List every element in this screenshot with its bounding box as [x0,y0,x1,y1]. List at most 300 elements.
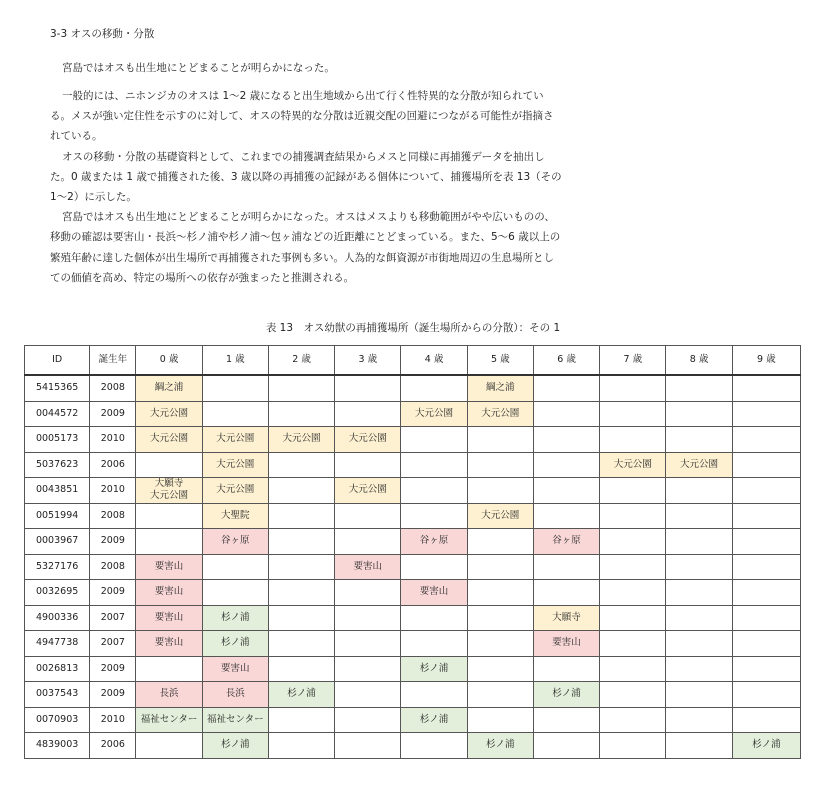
cell-location-age-1 [202,656,268,682]
cell-location-age-0 [136,733,202,759]
cell-location-age-5 [467,656,533,682]
location-label: 杉ノ浦 [552,688,581,700]
location-label: 要害山 [552,637,581,649]
location-label [166,459,172,470]
location-label [696,484,702,495]
location-label [497,459,503,470]
cell-location-age-3 [335,452,401,478]
cell-location-age-8 [666,580,732,606]
location-label: 要害山 [154,637,184,649]
location-label [431,510,437,521]
location-label: 杉ノ浦 [752,739,781,751]
location-label [166,663,172,674]
table-row [25,529,801,555]
location-label: 福祉センター [206,713,264,725]
location-label: 杉ノ浦 [221,611,250,623]
location-label: 谷ヶ原 [552,535,581,547]
location-label [365,535,371,546]
location-label [232,561,238,572]
cell-location-age-6 [533,707,599,733]
cell-location-age-7 [600,656,666,682]
location-label [431,433,437,444]
cell-location-age-2 [268,554,334,580]
cell-location-age-2 [268,631,334,657]
table-row [25,733,801,759]
location-label [365,688,371,699]
location-label [763,382,769,393]
cell-location-age-8 [666,631,732,657]
cell-location-age-8 [666,478,732,504]
table-row [25,605,801,631]
location-label [365,739,371,750]
cell-location-age-4 [401,580,467,606]
location-label [564,586,570,597]
cell-location-age-7 [600,707,666,733]
cell-location-age-7 [600,478,666,504]
location-label [299,408,305,419]
cell-location-age-0 [136,401,202,427]
cell-id: 4947738 [25,631,90,657]
cell-location-age-8 [666,452,732,478]
cell-location-age-6 [533,401,599,427]
cell-location-age-3 [335,682,401,708]
cell-id: 5327176 [25,554,90,580]
cell-birth-year: 2006 [90,733,136,759]
location-label [299,561,305,572]
section-heading: 3-3 オスの移動・分散 [50,28,155,40]
cell-location-age-5 [467,427,533,453]
header-age-1: 1 歳 [202,346,268,376]
cell-location-age-8 [666,554,732,580]
cell-location-age-8 [666,656,732,682]
table-row [25,656,801,682]
cell-id: 0003967 [25,529,90,555]
location-label [630,739,636,750]
cell-location-age-6 [533,580,599,606]
cell-location-age-5 [467,605,533,631]
location-label [365,612,371,623]
location-label [763,510,769,521]
location-label: 谷ヶ原 [221,535,250,547]
location-label: 大願寺 [552,611,581,623]
location-label [630,510,636,521]
cell-location-age-4 [401,529,467,555]
table-row [25,375,801,401]
table-row [25,554,801,580]
location-label: 大元公園 [216,484,255,496]
location-label [365,586,371,597]
cell-location-age-9 [732,631,800,657]
header-age-2: 2 歳 [268,346,334,376]
cell-location-age-5 [467,375,533,401]
cell-location-age-7 [600,375,666,401]
cell-location-age-8 [666,682,732,708]
cell-location-age-6 [533,427,599,453]
table-row [25,478,801,504]
location-label [564,433,570,444]
cell-location-age-1 [202,707,268,733]
location-label [696,382,702,393]
cell-location-age-0 [136,580,202,606]
cell-location-age-5 [467,503,533,529]
cell-location-age-8 [666,707,732,733]
location-label [299,586,305,597]
location-label: 長浜 [159,688,179,700]
location-label [763,586,769,597]
location-label: 杉ノ浦 [221,637,250,649]
location-label: 大元公園 [150,407,189,419]
cell-location-age-0 [136,707,202,733]
location-label [696,561,702,572]
cell-location-age-3 [335,503,401,529]
location-label [763,688,769,699]
cell-location-age-4 [401,478,467,504]
location-label [630,484,636,495]
cell-location-age-8 [666,733,732,759]
cell-location-age-6 [533,656,599,682]
cell-location-age-3 [335,478,401,504]
location-label [630,535,636,546]
cell-location-age-5 [467,707,533,733]
cell-location-age-0 [136,427,202,453]
cell-location-age-5 [467,452,533,478]
cell-location-age-5 [467,554,533,580]
cell-id: 4839003 [25,733,90,759]
cell-location-age-1 [202,478,268,504]
cell-location-age-9 [732,529,800,555]
location-label [497,688,503,699]
cell-location-age-0 [136,503,202,529]
location-label [696,612,702,623]
location-label [365,459,371,470]
location-label [564,484,570,495]
location-label: 大元公園 [348,484,387,496]
cell-location-age-6 [533,631,599,657]
location-label: 綱之浦 [486,382,515,394]
cell-location-age-2 [268,452,334,478]
header-age-4: 4 歳 [401,346,467,376]
location-label: 大元公園 [216,458,255,470]
location-label: 杉ノ浦 [419,662,449,674]
location-label [564,408,570,419]
cell-location-age-6 [533,605,599,631]
cell-location-age-2 [268,401,334,427]
cell-location-age-5 [467,478,533,504]
location-label [763,561,769,572]
cell-location-age-9 [732,375,800,401]
cell-location-age-8 [666,503,732,529]
cell-location-age-1 [202,503,268,529]
location-label [497,535,503,546]
header-age-9: 9 歳 [732,346,800,376]
cell-location-age-1 [202,554,268,580]
cell-location-age-7 [600,529,666,555]
cell-location-age-2 [268,605,334,631]
cell-location-age-6 [533,529,599,555]
cell-id: 0005173 [25,427,90,453]
location-label [166,535,172,546]
cell-id: 0037543 [25,682,90,708]
header-birth-year: 誕生年 [90,346,136,376]
table-row [25,580,801,606]
location-label [630,382,636,393]
cell-birth-year: 2009 [90,580,136,606]
cell-location-age-3 [335,580,401,606]
location-label [630,586,636,597]
cell-location-age-3 [335,375,401,401]
cell-birth-year: 2009 [90,682,136,708]
location-label [497,586,503,597]
cell-location-age-9 [732,682,800,708]
location-label [232,408,238,419]
location-label [299,535,305,546]
location-label: 要害山 [154,611,184,623]
cell-id: 0044572 [25,401,90,427]
location-line: 大元公園 [150,490,189,502]
location-label: 大聖院 [221,509,250,521]
cell-location-age-2 [268,478,334,504]
table-header-row [25,346,801,376]
cell-location-age-7 [600,580,666,606]
location-label [299,510,305,521]
body-text [50,86,562,288]
location-label [763,459,769,470]
table-row [25,631,801,657]
location-label [696,663,702,674]
location-label [431,612,437,623]
header-age-3: 3 歳 [335,346,401,376]
location-label [630,433,636,444]
cell-birth-year: 2010 [90,478,136,504]
location-label [696,586,702,597]
cell-location-age-9 [732,605,800,631]
location-label [299,739,305,750]
cell-birth-year: 2006 [90,452,136,478]
location-label [696,535,702,546]
location-label [299,484,305,495]
cell-location-age-7 [600,427,666,453]
cell-location-age-1 [202,375,268,401]
cell-location-age-0 [136,452,202,478]
location-label [232,382,238,393]
table-row [25,682,801,708]
location-label [630,612,636,623]
table-row [25,452,801,478]
location-label [696,688,702,699]
header-age-6: 6 歳 [533,346,599,376]
location-label [630,408,636,419]
cell-id: 0032695 [25,580,90,606]
cell-birth-year: 2009 [90,401,136,427]
location-label [497,714,503,725]
location-label [630,714,636,725]
cell-location-age-2 [268,580,334,606]
location-label [299,714,305,725]
cell-location-age-3 [335,529,401,555]
location-label [564,510,570,521]
cell-id: 0070903 [25,707,90,733]
location-label [497,484,503,495]
location-line: 大願寺 [154,478,184,490]
cell-location-age-3 [335,656,401,682]
location-label [564,663,570,674]
cell-id: 4900336 [25,605,90,631]
location-label [696,739,702,750]
location-label: 綱之浦 [154,382,184,394]
cell-location-age-0 [136,375,202,401]
cell-location-age-2 [268,682,334,708]
cell-location-age-6 [533,682,599,708]
location-label [630,637,636,648]
cell-location-age-8 [666,427,732,453]
cell-location-age-8 [666,605,732,631]
cell-location-age-1 [202,605,268,631]
cell-birth-year: 2008 [90,375,136,401]
location-label [431,561,437,572]
location-label: 大元公園 [613,458,652,470]
paragraph: オスの移動・分散の基礎資料として、これまでの捕獲調査結果からメスと同様に再捕獲データを抽出した。0 歳または 1 歳で捕獲された後、3 歳以降の再捕獲の記録がある個体について、捕獲場所を表 13（その 1～2）に示した。 [50,150,562,204]
header-age-0: 0 歳 [136,346,202,376]
cell-location-age-5 [467,529,533,555]
location-label: 大元公園 [216,433,255,445]
location-label [299,382,305,393]
location-label [299,637,305,648]
cell-location-age-9 [732,656,800,682]
cell-location-age-3 [335,554,401,580]
location-label: 大元公園 [481,407,520,419]
cell-location-age-8 [666,401,732,427]
cell-location-age-3 [335,733,401,759]
location-label: 杉ノ浦 [419,713,449,725]
cell-location-age-1 [202,452,268,478]
cell-location-age-2 [268,503,334,529]
cell-location-age-1 [202,580,268,606]
location-label [365,663,371,674]
cell-location-age-1 [202,631,268,657]
cell-location-age-9 [732,452,800,478]
header-age-7: 7 歳 [600,346,666,376]
cell-location-age-0 [136,554,202,580]
cell-location-age-0 [136,529,202,555]
paragraph: 一般的には、ニホンジカのオスは 1～2 歳になると出生地域から出て行く性特異的な分散が知られている。メスが強い定住性を示すのに対して、オスの特異的な分散は近親交配の回避につながる可能性が指摘されている。 [50,90,554,143]
location-label [497,637,503,648]
table-row [25,503,801,529]
location-label: 要害山 [419,586,449,598]
location-label: 大元公園 [481,509,520,521]
location-label [763,535,769,546]
cell-location-age-4 [401,631,467,657]
cell-location-age-6 [533,452,599,478]
location-label [497,663,503,674]
table-row [25,427,801,453]
cell-location-age-8 [666,375,732,401]
cell-location-age-7 [600,733,666,759]
cell-location-age-7 [600,631,666,657]
cell-location-age-6 [533,478,599,504]
location-label [696,433,702,444]
location-label [431,484,437,495]
location-label [431,637,437,648]
table-body [25,375,801,758]
location-label [564,382,570,393]
location-label [431,459,437,470]
location-label [166,510,172,521]
cell-birth-year: 2010 [90,707,136,733]
location-label [497,433,503,444]
cell-location-age-4 [401,503,467,529]
location-label [696,714,702,725]
cell-birth-year: 2009 [90,656,136,682]
location-label: 杉ノ浦 [287,688,316,700]
table-caption: 表 13 オス幼獣の再捕獲場所（誕生場所からの分散）：その 1 [265,322,561,334]
cell-location-age-0 [136,682,202,708]
cell-location-age-2 [268,375,334,401]
cell-birth-year: 2008 [90,554,136,580]
cell-location-age-2 [268,529,334,555]
cell-location-age-4 [401,733,467,759]
location-label: 大元公園 [348,433,387,445]
location-label: 福祉センター [140,713,198,725]
cell-birth-year: 2007 [90,605,136,631]
cell-location-age-7 [600,452,666,478]
location-label [365,382,371,393]
cell-location-age-6 [533,733,599,759]
location-label: 大元公園 [680,458,719,470]
table-row [25,707,801,733]
location-label [630,561,636,572]
recapture-table [24,345,801,759]
location-label [696,408,702,419]
cell-birth-year: 2008 [90,503,136,529]
table-row [25,401,801,427]
cell-id: 5037623 [25,452,90,478]
cell-location-age-4 [401,707,467,733]
location-label [299,663,305,674]
location-label [763,433,769,444]
cell-id: 0043851 [25,478,90,504]
location-label: 大元公園 [282,433,321,445]
cell-location-age-3 [335,605,401,631]
location-label [564,459,570,470]
location-label: 長浜 [225,688,245,700]
location-label [299,459,305,470]
location-label [299,612,305,623]
cell-location-age-2 [268,656,334,682]
location-label [763,408,769,419]
location-label [365,714,371,725]
cell-id: 5415365 [25,375,90,401]
cell-birth-year: 2009 [90,529,136,555]
cell-location-age-1 [202,401,268,427]
location-label [431,739,437,750]
paragraph: 宮島ではオスも出生地にとどまることが明らかになった。オスはメスよりも移動範囲がやや広いものの、移動の確認は要害山・長浜～杉ノ浦や杉ノ浦～包ヶ浦などの近距離にとどまっている。また、5～6 歳以上の繁殖年齢に達した個体が出生場所で再捕獲された事例も多い。人為的な餌資源が市街地周辺の生息場所としての価値を高め、特定の場所への依存が強まったと推測される。 [50,211,561,284]
cell-location-age-6 [533,503,599,529]
location-label [497,612,503,623]
location-label [564,714,570,725]
cell-location-age-7 [600,605,666,631]
location-label [365,637,371,648]
location-label [232,586,238,597]
location-label [763,714,769,725]
cell-location-age-1 [202,733,268,759]
location-label [763,663,769,674]
cell-location-age-4 [401,682,467,708]
cell-location-age-4 [401,554,467,580]
location-label [497,561,503,572]
location-label: 要害山 [154,560,184,572]
location-label [763,637,769,648]
cell-location-age-9 [732,580,800,606]
